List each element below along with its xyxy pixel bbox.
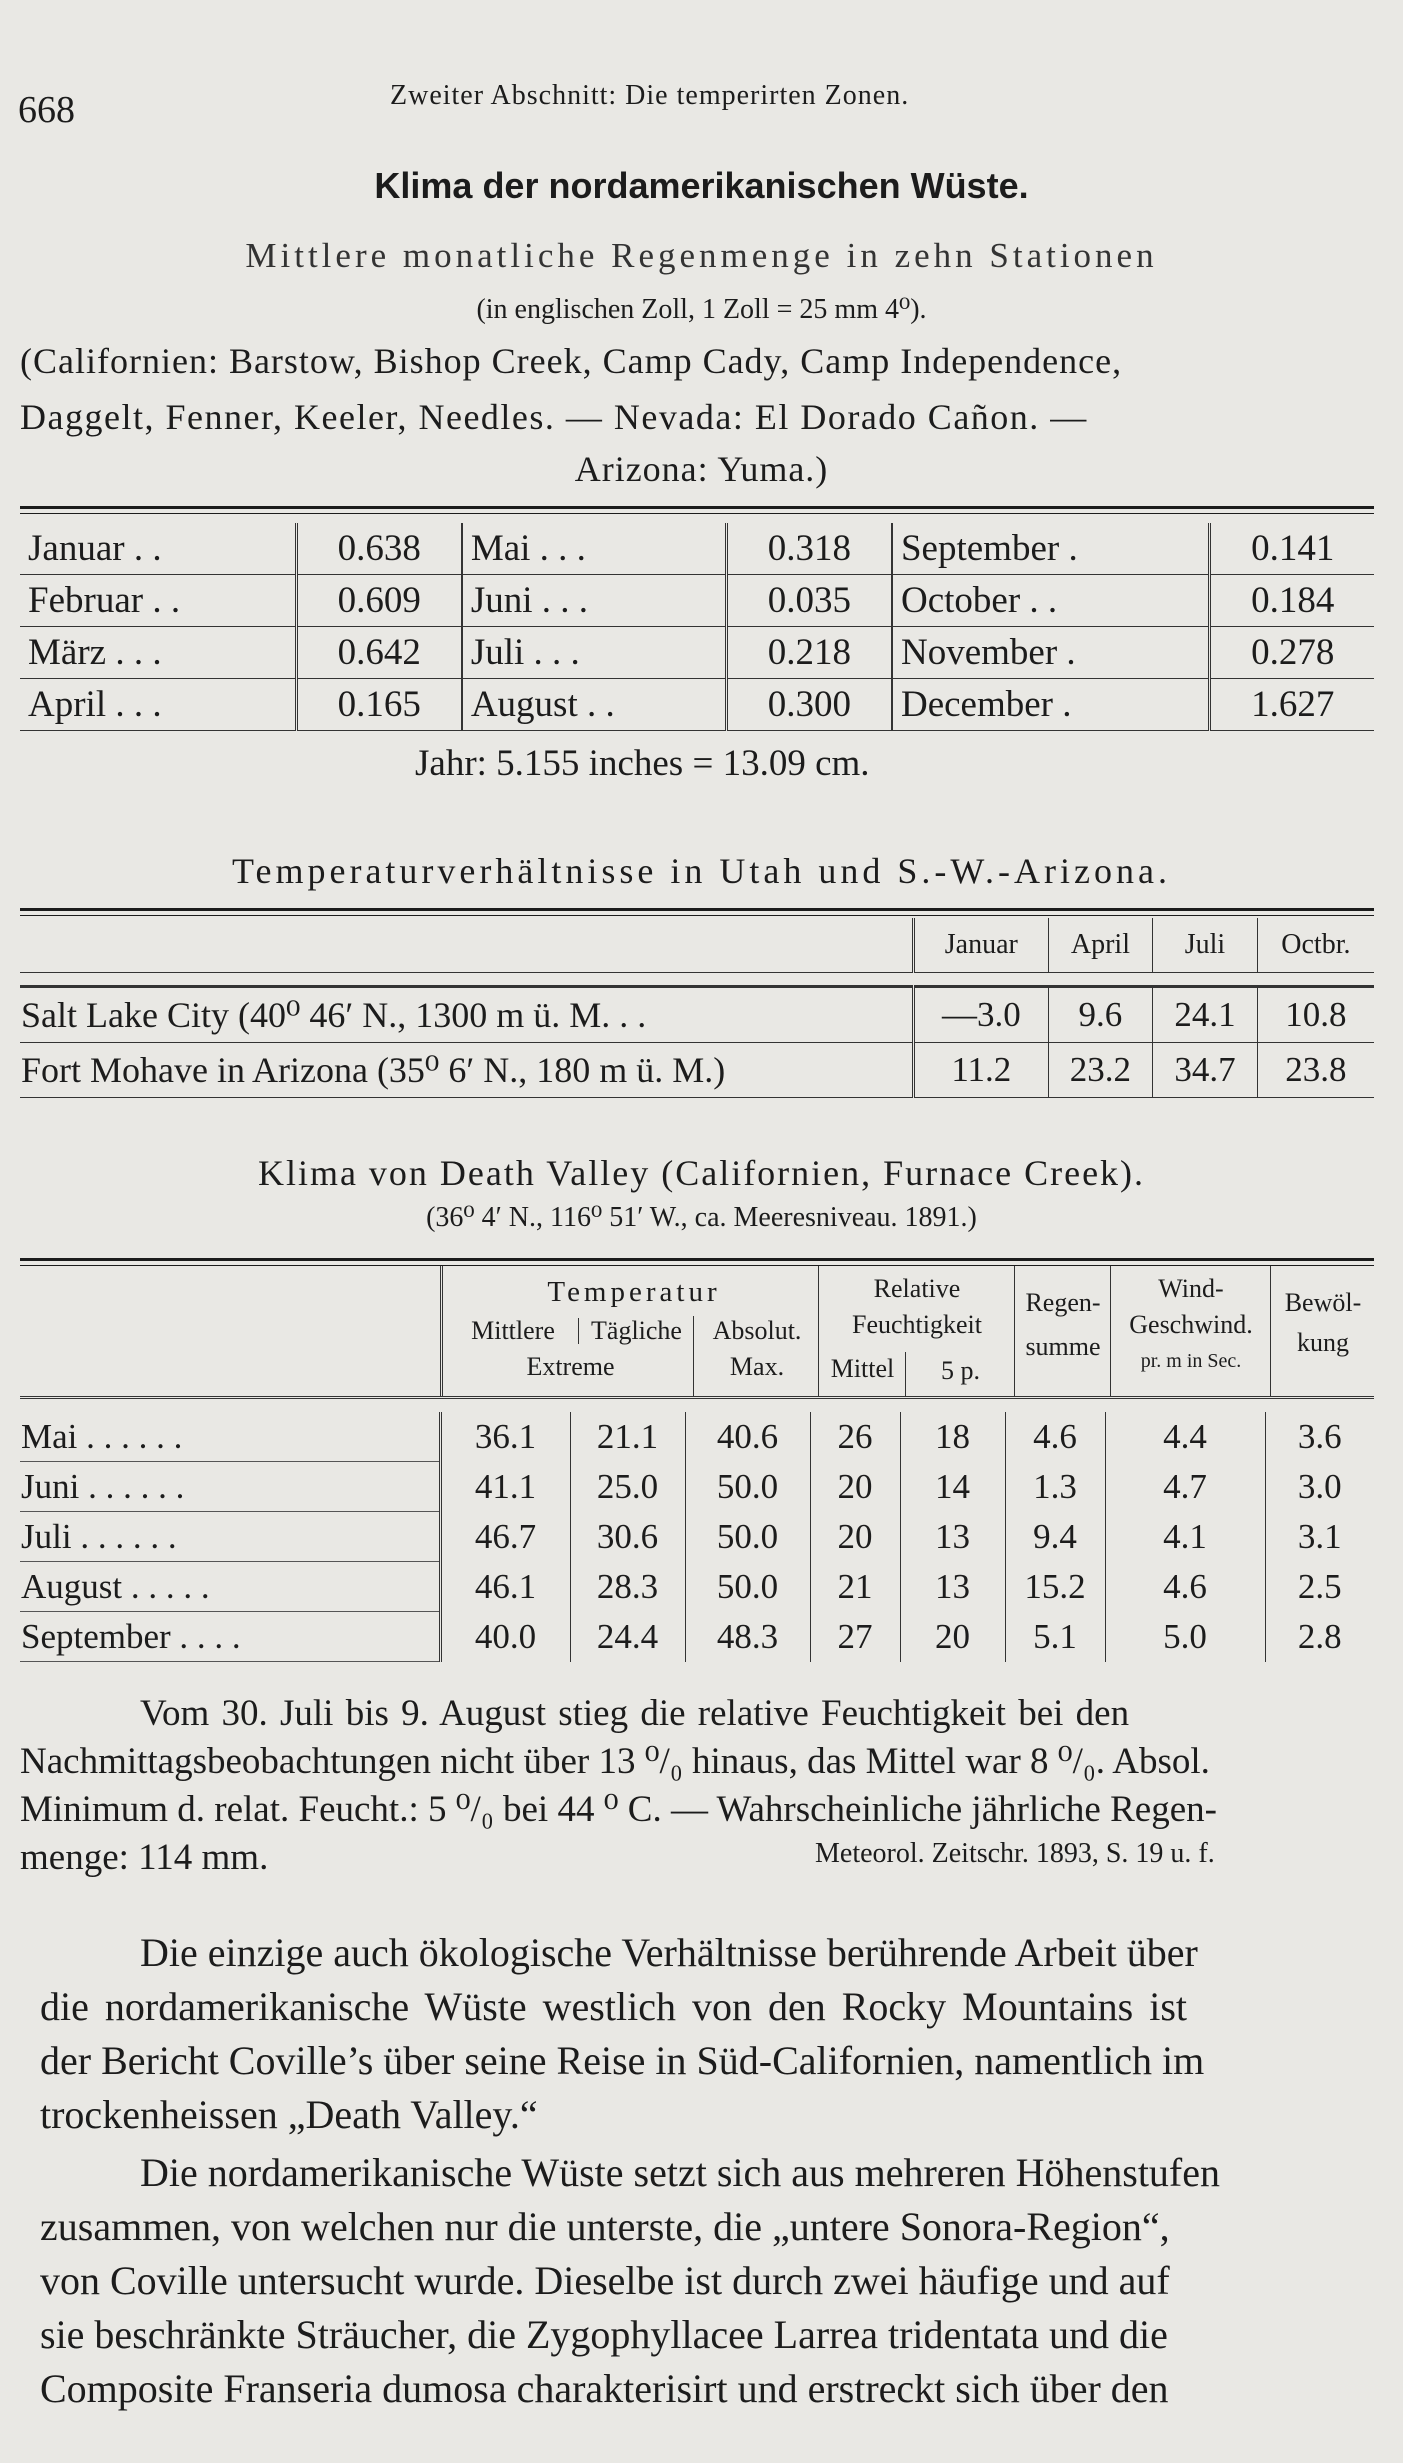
climate-value: 21.1	[570, 1412, 685, 1462]
temperature-value: —3.0	[914, 987, 1049, 1043]
climate-value: 20	[810, 1462, 900, 1512]
paragraph-2-line-1: Die nordamerikanische Wüste setzt sich aus mehreren Höhenstufen	[140, 2150, 1220, 2195]
climate-value: 30.6	[570, 1512, 685, 1562]
temperature-value: 9.6	[1048, 987, 1153, 1043]
climate-value: 48.3	[685, 1612, 810, 1662]
climate-value: 2.5	[1265, 1562, 1374, 1612]
utah-arizona-row	[20, 987, 1374, 1043]
death-valley-row	[20, 1612, 1374, 1662]
rain-month-label: April . . .	[20, 679, 296, 731]
death-valley-table	[20, 1412, 1374, 1662]
utah-arizona-header-row	[20, 918, 1374, 973]
climate-value: 20	[900, 1612, 1005, 1662]
head-geschwind: Geschwind.	[1129, 1310, 1253, 1339]
month-label: Mai . . . . . .	[20, 1412, 440, 1462]
annual-rainfall: Jahr: 5.155 inches = 13.09 cm.	[415, 743, 870, 784]
rain-units-note: (in englischen Zoll, 1 Zoll = 25 mm 4⁰).	[476, 294, 927, 325]
temperature-value: 23.8	[1257, 1043, 1374, 1098]
rain-month-label: Juni . . .	[462, 575, 726, 627]
temp-table-top-rule-thin	[20, 915, 1374, 916]
dv-note-line-3: Minimum d. relat. Feucht.: 5 ⁰/₀ bei 44 ⁰ C. — Wahrscheinliche jährliche Regen-	[20, 1789, 1217, 1830]
col-octbr: Octbr.	[1257, 918, 1374, 973]
station-name: Fort Mohave in Arizona (35⁰ 6′ N., 180 m ü. M.)	[20, 1043, 914, 1098]
section-title-utah-arizona: Temperaturverhältnisse in Utah und S.-W.-Arizona.	[232, 851, 1171, 891]
head-feuchtigkeit: Feuchtigkeit	[852, 1310, 982, 1339]
climate-value: 4.7	[1105, 1462, 1265, 1512]
head-extreme: Extreme	[526, 1352, 615, 1381]
climate-value: 18	[900, 1412, 1005, 1462]
climate-value: 28.3	[570, 1562, 685, 1612]
climate-value: 13	[900, 1562, 1005, 1612]
climate-value: 50.0	[685, 1462, 810, 1512]
head-max: Max.	[729, 1352, 785, 1381]
month-label: September . . . .	[20, 1612, 440, 1662]
rain-value: 0.278	[1210, 627, 1374, 679]
stations-line-1: (Californien: Barstow, Bishop Creek, Camp Cady, Camp Independence,	[20, 341, 1123, 381]
climate-value: 21	[810, 1562, 900, 1612]
death-valley-subtitle: (36⁰ 4′ N., 116⁰ 51′ W., ca. Meeresniveau. 1891.)	[426, 1202, 977, 1233]
head-summe: summe	[1025, 1332, 1101, 1361]
climate-value: 14	[900, 1462, 1005, 1512]
paragraph-2-line-4: sie beschränkte Sträucher, die Zygophyllacee Larrea tridentata und die	[40, 2312, 1168, 2357]
month-label: August . . . . .	[20, 1562, 440, 1612]
climate-value: 1.3	[1005, 1462, 1105, 1512]
rain-month-label: Januar . .	[20, 523, 296, 575]
rain-month-label: October . .	[892, 575, 1210, 627]
climate-value: 3.6	[1265, 1412, 1374, 1462]
paragraph-1-line-2: die nordamerikanische Wüste westlich von den Rocky Mountains ist	[40, 1984, 1188, 2029]
temperature-value: 10.8	[1257, 987, 1374, 1043]
stations-line-3: Arizona: Yuma.)	[574, 449, 829, 489]
rain-table-row	[20, 523, 1374, 575]
stations-line-2: Daggelt, Fenner, Keeler, Needles. — Nevada: El Dorado Cañon. —	[20, 397, 1088, 437]
rain-month-label: December .	[892, 679, 1210, 731]
paragraph-1-line-1: Die einzige auch ökologische Verhältnisse berührende Arbeit über	[140, 1930, 1198, 1975]
head-prm: pr. m in Sec.	[1140, 1350, 1242, 1372]
climate-value: 50.0	[685, 1562, 810, 1612]
climate-value: 13	[900, 1512, 1005, 1562]
dv-table-header	[20, 1266, 1374, 1399]
paragraph-2-line-5: Composite Franseria dumosa charakterisirt und erstreckt sich über den	[40, 2366, 1169, 2411]
rain-table-row	[20, 627, 1374, 679]
death-valley-row	[20, 1412, 1374, 1462]
head-mittlere: Mittlere	[471, 1316, 555, 1345]
climate-value: 5.1	[1005, 1612, 1105, 1662]
climate-value: 40.6	[685, 1412, 810, 1462]
death-valley-row	[20, 1512, 1374, 1562]
rain-month-label: Februar . .	[20, 575, 296, 627]
climate-value: 5.0	[1105, 1612, 1265, 1662]
rain-value: 0.035	[726, 575, 892, 627]
running-title: Zweiter Abschnitt: Die temperirten Zonen.	[390, 80, 910, 111]
climate-value: 36.1	[440, 1412, 570, 1462]
temperature-value: 34.7	[1153, 1043, 1258, 1098]
death-valley-row	[20, 1562, 1374, 1612]
climate-value: 24.4	[570, 1612, 685, 1662]
climate-value: 50.0	[685, 1512, 810, 1562]
section-title-death-valley: Klima von Death Valley (Californien, Furnace Creek).	[257, 1153, 1146, 1193]
head-regen: Regen-	[1025, 1288, 1101, 1317]
climate-value: 9.4	[1005, 1512, 1105, 1562]
dv-note-line-1: Vom 30. Juli bis 9. August stieg die relative Feuchtigkeit bei den	[140, 1693, 1130, 1734]
climate-value: 40.0	[440, 1612, 570, 1662]
rain-value: 0.141	[1210, 523, 1374, 575]
paragraph-1-line-4: trockenheissen „Death Valley.“	[40, 2092, 538, 2137]
head-relative: Relative	[873, 1274, 961, 1303]
head-kung: kung	[1297, 1328, 1349, 1357]
climate-value: 26	[810, 1412, 900, 1462]
month-label: Juni . . . . . .	[20, 1462, 440, 1512]
head-temperatur: Temperatur	[547, 1276, 721, 1308]
rain-value: 0.638	[296, 523, 462, 575]
rain-month-label: November .	[892, 627, 1210, 679]
climate-value: 4.1	[1105, 1512, 1265, 1562]
dv-note-line-2: Nachmittagsbeobachtungen nicht über 13 ⁰/₀ hinaus, das Mittel war 8 ⁰/₀. Absol.	[20, 1741, 1210, 1782]
head-taegliche: Tägliche	[591, 1316, 682, 1345]
rain-value: 0.184	[1210, 575, 1374, 627]
rain-table-row	[20, 679, 1374, 731]
rain-month-label: März . . .	[20, 627, 296, 679]
rain-table-top-rule	[20, 506, 1374, 509]
climate-value: 41.1	[440, 1462, 570, 1512]
section-title-desert-climate: Klima der nordamerikanischen Wüste.	[374, 165, 1029, 206]
dv-note-line-4: menge: 114 mm.	[20, 1837, 269, 1878]
climate-value: 20	[810, 1512, 900, 1562]
head-absolut: Absolut.	[712, 1316, 802, 1345]
temp-table-top-rule	[20, 908, 1374, 911]
rain-month-label: Mai . . .	[462, 523, 726, 575]
head-wind: Wind-	[1158, 1274, 1224, 1303]
climate-value: 27	[810, 1612, 900, 1662]
temperature-value: 11.2	[914, 1043, 1049, 1098]
utah-arizona-table	[20, 918, 1374, 1098]
rain-table-row	[20, 575, 1374, 627]
climate-value: 3.0	[1265, 1462, 1374, 1512]
climate-value: 46.7	[440, 1512, 570, 1562]
rain-value: 0.165	[296, 679, 462, 731]
rain-value: 1.627	[1210, 679, 1374, 731]
station-name: Salt Lake City (40⁰ 46′ N., 1300 m ü. M. . .	[20, 987, 914, 1043]
paragraph-2-line-2: zusammen, von welchen nur die unterste, die „untere Sonora-Region“,	[40, 2204, 1170, 2249]
climate-value: 4.4	[1105, 1412, 1265, 1462]
death-valley-row	[20, 1462, 1374, 1512]
dv-table-top-rule	[20, 1258, 1374, 1261]
rain-month-label: August . .	[462, 679, 726, 731]
rain-value: 0.609	[296, 575, 462, 627]
head-bewoel: Bewöl-	[1284, 1288, 1362, 1317]
utah-arizona-row	[20, 1043, 1374, 1098]
page-number: 668	[18, 89, 75, 131]
rain-table-subtitle: Mittlere monatliche Regenmenge in zehn Stationen	[245, 236, 1158, 275]
rain-month-label: September .	[892, 523, 1210, 575]
temperature-value: 23.2	[1048, 1043, 1153, 1098]
month-label: Juli . . . . . .	[20, 1512, 440, 1562]
head-mittel: Mittel	[830, 1354, 895, 1383]
rain-month-label: Juli . . .	[462, 627, 726, 679]
paragraph-1-line-3: der Bericht Coville’s über seine Reise in Süd-Californien, namentlich im	[40, 2038, 1205, 2083]
climate-value: 4.6	[1105, 1562, 1265, 1612]
climate-value: 46.1	[440, 1562, 570, 1612]
climate-value: 4.6	[1005, 1412, 1105, 1462]
rain-value: 0.300	[726, 679, 892, 731]
climate-value: 25.0	[570, 1462, 685, 1512]
dv-note-source: Meteorol. Zeitschr. 1893, S. 19 u. f.	[815, 1838, 1215, 1869]
climate-value: 3.1	[1265, 1512, 1374, 1562]
paragraph-2-line-3: von Coville untersucht wurde. Dieselbe ist durch zwei häufige und auf	[40, 2258, 1170, 2303]
climate-value: 15.2	[1005, 1562, 1105, 1612]
rain-value: 0.318	[726, 523, 892, 575]
utah-arizona-spacer	[20, 973, 1374, 987]
temperature-value: 24.1	[1153, 987, 1258, 1043]
rain-value: 0.642	[296, 627, 462, 679]
head-5p: 5 p.	[941, 1356, 980, 1385]
rain-table	[20, 523, 1374, 731]
col-april: April	[1048, 918, 1153, 973]
col-juli: Juli	[1153, 918, 1258, 973]
rain-value: 0.218	[726, 627, 892, 679]
rain-table-top-rule-thin	[20, 513, 1374, 514]
climate-value: 2.8	[1265, 1612, 1374, 1662]
col-januar: Januar	[914, 918, 1049, 973]
